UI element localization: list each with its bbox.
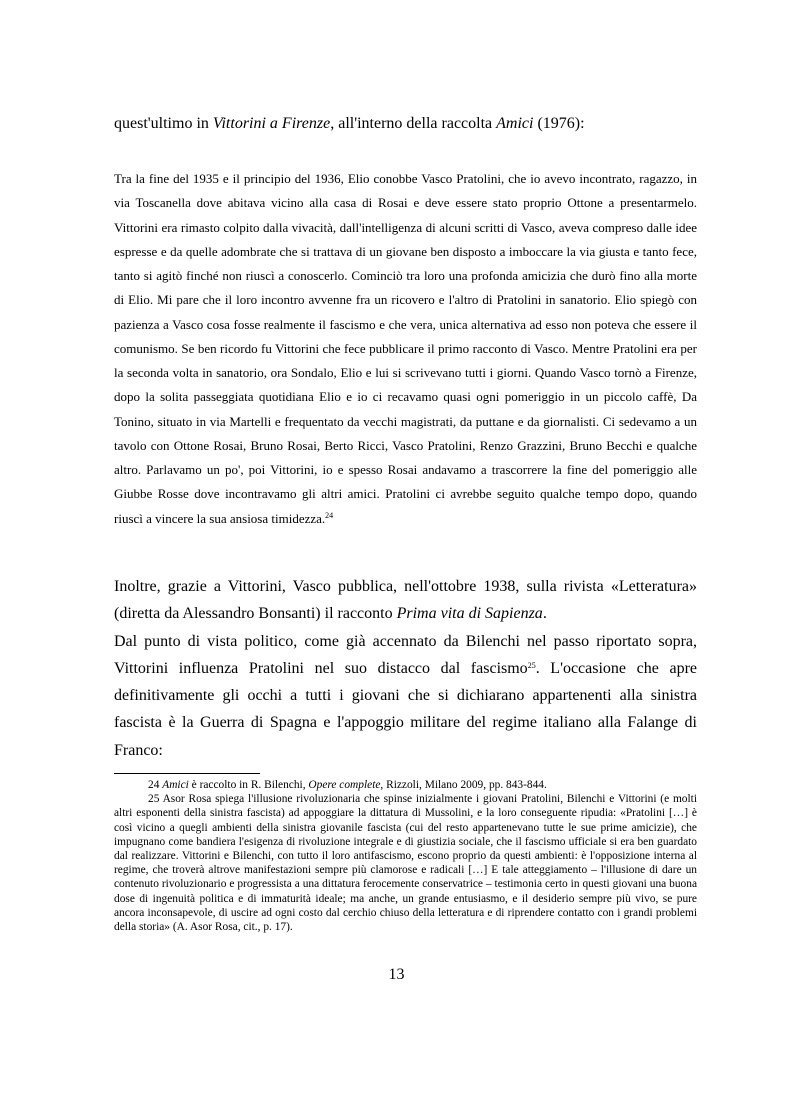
paragraph-political	[114, 628, 697, 764]
footnotes	[114, 778, 697, 934]
intro-title-amici: Amici	[496, 115, 534, 132]
main-text	[114, 573, 697, 764]
footnote-number: 24	[148, 779, 160, 791]
footnote-separator	[114, 773, 260, 774]
paragraph-letteratura	[114, 573, 697, 628]
footnote-number: 25	[148, 793, 160, 806]
footnote-text-end: , Rizzoli, Milano 2009, pp. 843-844.	[380, 779, 547, 791]
page-number: 13	[388, 966, 405, 983]
footnote-ref-25[interactable]: 25	[527, 660, 536, 670]
footnote-text: è raccolto in R. Bilenchi,	[188, 779, 309, 791]
paragraph-text-end: .	[542, 605, 547, 623]
intro-text-middle: , all'interno della raccolta	[330, 115, 497, 132]
title-prima-vita-di-sapienza: Prima vita di Sapienza	[396, 605, 543, 623]
footnote-24	[114, 778, 697, 792]
paragraph-text-end: . L'occasione che apre definitivamente gli occhi a tutti i giovani che si dichiarano appartenenti alla sinistra fascista è la Guerra di Spagna e l'appoggio militare del regime italiano alla Falange di Franco:	[114, 659, 697, 759]
intro-title-vittorini-a-firenze: Vittorini a Firenze	[212, 115, 331, 132]
footnote-title-opere-complete: Opere complete	[308, 779, 381, 791]
quote-text: Tra la fine del 1935 e il principio del 1936, Elio conobbe Vasco Pratolini, che io avevo incontrato, ragazzo, in via Toscanella dove abitava vicino alla casa di Rosai e deve essere stato proprio Ottone a presentarmelo. Vittorini era rimasto colpito dalla vivacità, dall'intelligenza di alcuni scritti di Vasco, aveva compreso dalle idee espresse e da quelle adombrate che si trattava di un giovane ben disposto a imboccare la via giusta e tanto fece, tanto si agitò finché non riuscì a conoscerlo. Cominciò tra loro una profonda amicizia che durò fino alla morte di Elio. Mi pare che il loro incontro avvenne fra un ricovero e l'altro di Pratolini in sanatorio. Elio spiegò con pazienza a Vasco cosa fosse realmente il fascismo e che vera, unica alternativa ad esso non poteva che essere il comunismo. Se ben ricordo fu Vittorini che fece pubblicare il primo racconto di Vasco. Mentre Pratolini era per la seconda volta in sanatorio, ora Sondalo, Elio e lui si scrivevano tutti i giorni. Quando Vasco tornò a Firenze, dopo la solita passeggiata quotidiana Elio e io ci recavamo quasi ogni pomeriggio in un piccolo caffè, Da Tonino, situato in via Martelli e frequentato da vecchi magistrati, da puttane e da giornalisti. Ci sedevamo a un tavolo con Ottone Rosai, Bruno Rosai, Berto Ricci, Vasco Pratolini, Renzo Grazzini, Bruno Becchi e qualche altro. Parlavamo un po', poi Vittorini, io e spesso Rosai andavamo a trascorrere la fine del pomeriggio alle Giubbe Rosse dove incontravamo gli altri amici. Pratolini ci avrebbe seguito qualche tempo dopo, quando riuscì a vincere la sua ansiosa timidezza.	[114, 171, 697, 526]
intro-text-end: (1976):	[533, 115, 585, 132]
intro-text: quest'ultimo in	[114, 115, 213, 132]
block-quote	[114, 167, 697, 531]
footnote-25	[114, 792, 697, 934]
paragraph-text: Inoltre, grazie a Vittorini, Vasco pubblica, nell'ottobre 1938, sulla rivista «Letteratura» (diretta da Alessandro Bonsanti) il racconto	[114, 578, 697, 623]
footnote-text: Asor Rosa spiega l'illusione rivoluzionaria che spinse inizialmente i giovani Pratolini, Bilenchi e Vittorini (e molti altri esponenti della sinistra fascista) ad appoggiare la dittatura di Mussolini, e la loro conseguente ripudia: «Pratolini […] è così vicino a quegli ambienti della sinistra giovanile fascista (cui del resto appartenevano tutte le sue prime amicizie), che impugnano come bandiera l'esigenza di rivoluzione integrale e di giustizia sociale, che il fascismo ufficiale si era ben guardato dal realizzare. Vittorini e Bilenchi, con tutto il loro antifascismo, escono proprio da questi ambienti: è l'opposizione interna al regime, che troverà altrove manifestazioni sempre più clamorose e radicali […] E tale atteggiamento – l'illusione di dare un contenuto rivoluzionario e progressista a una dittatura ferocemente conservatrice – testimonia certo in questi giovani una buona dose di ingenuità politica e di immaturità ideale; ma anche, un grande entusiasmo, e il desiderio sempre più vivo, se pure ancora inconsapevole, di uscire ad ogni costo dal cerchio chiuso della letteratura e di riprendere contatto con i grandi problemi della storia» (A. Asor Rosa, cit., p. 17).	[114, 793, 698, 934]
footnote-title-amici: Amici	[162, 779, 189, 791]
intro-sentence	[114, 113, 694, 135]
footnote-ref-24[interactable]: 24	[325, 510, 334, 520]
paragraph-text: Dal punto di vista politico, come già accennato da Bilenchi nel passo riportato sopra, Vittorini influenza Pratolini nel suo distacco dal fascismo	[114, 632, 697, 677]
